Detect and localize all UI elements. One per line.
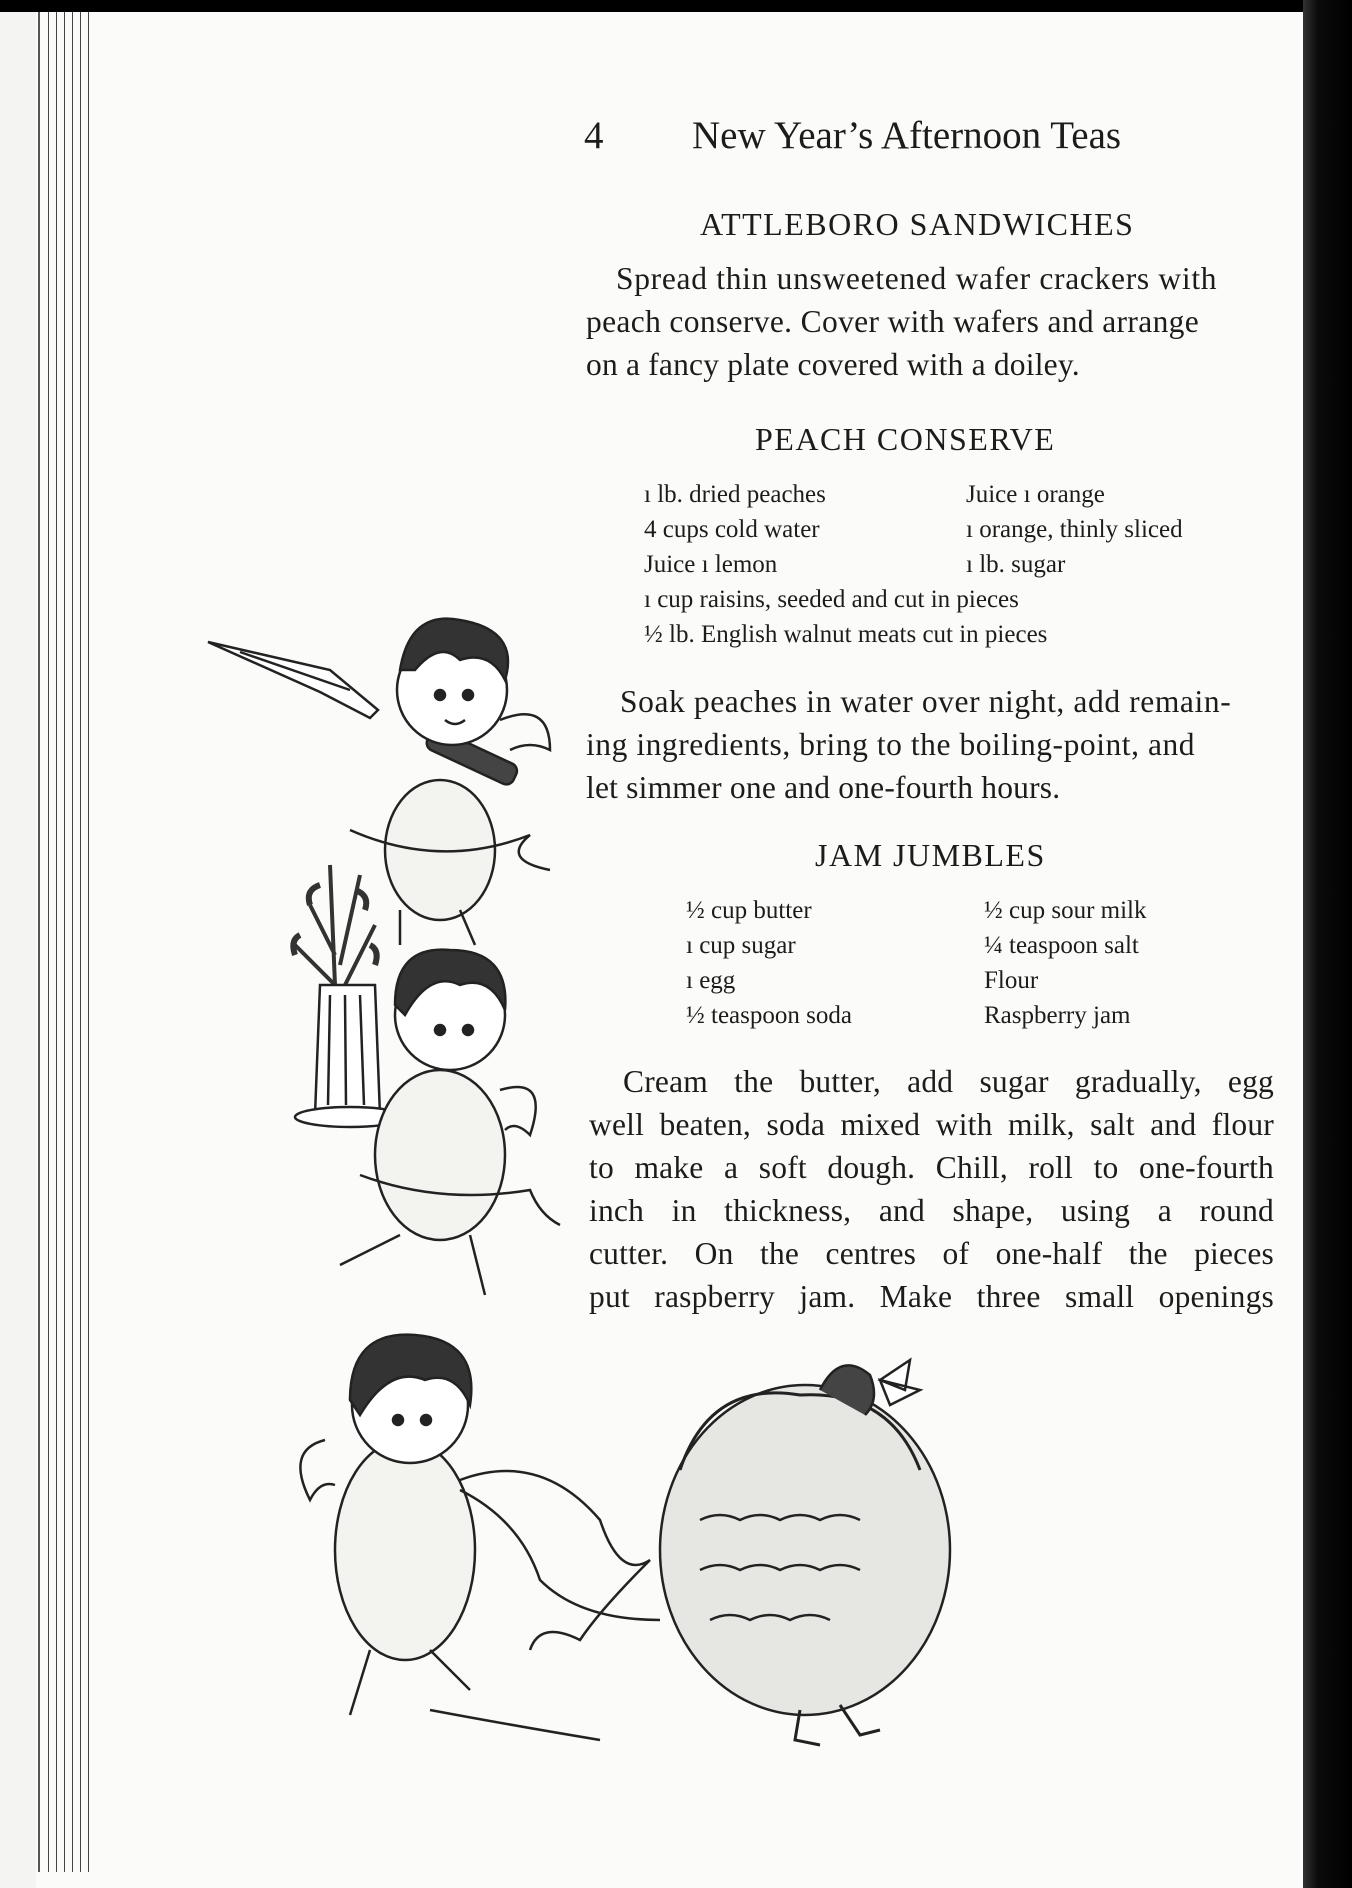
scan-left-margin [0, 0, 36, 1888]
ingredient-row [686, 963, 1246, 998]
conserve-method [586, 680, 1272, 809]
page-number: 4 [584, 114, 604, 157]
sandwiches-line: on a fancy plate covered with a doiley. [586, 347, 1080, 382]
method-line: Cream the butter, add sugar gradually, egg [623, 1064, 1274, 1099]
sandwiches-line: peach conserve. Cover with wafers and arrange [586, 304, 1200, 339]
ingredient: ½ cup sour milk [984, 897, 1147, 924]
sandwiches-line: Spread thin unsweetened wafer crackers with [616, 261, 1218, 296]
sandwiches-text [586, 257, 1272, 386]
ingredient-row [644, 512, 1244, 547]
ingredient: ı egg [686, 967, 736, 994]
ingredient: Raspberry jam [984, 1002, 1131, 1029]
ingredient-row [644, 547, 1244, 582]
jumbles-method [589, 1060, 1274, 1318]
ingredient-row [686, 893, 1246, 928]
ingredient: Juice ı lemon [644, 551, 778, 578]
ingredient: ı orange, thinly sliced [966, 516, 1183, 543]
heading-jumbles: JAM JUMBLES [815, 837, 1046, 873]
method-line: to make a soft dough. Chill, roll to one-fourth [589, 1150, 1274, 1185]
method-line: let simmer one and one-fourth hours. [586, 770, 1061, 805]
method-line: ing ingredients, bring to the boiling-point, and [586, 727, 1196, 762]
heading-conserve: PEACH CONSERVE [755, 421, 1056, 457]
scan-top-border [0, 0, 1352, 12]
ingredient: ½ lb. English walnut meats cut in pieces [644, 621, 1048, 648]
ingredient-row [686, 928, 1246, 963]
ingredient-row [644, 477, 1244, 512]
ingredient: 4 cups cold water [644, 516, 820, 543]
ingredient-row [686, 998, 1246, 1033]
page-edge-lines [38, 12, 98, 1872]
jumbles-ingredients [686, 893, 1246, 1033]
method-line: inch in thickness, and shape, using a round [589, 1193, 1274, 1228]
method-line: cutter. On the centres of one-half the pieces [589, 1236, 1274, 1271]
ingredient: Flour [984, 967, 1039, 994]
ingredient: ı cup sugar [686, 932, 796, 959]
cherub-leading-turkey-illustration [280, 1320, 980, 1760]
ingredient: ı lb. sugar [966, 551, 1066, 578]
heading-sandwiches: ATTLEBORO SANDWICHES [700, 206, 1135, 242]
ingredient: ı cup raisins, seeded and cut in pieces [644, 586, 1019, 613]
method-line: Soak peaches in water over night, add remain- [620, 684, 1232, 719]
running-title: New Year’s Afternoon Teas [692, 114, 1122, 157]
ingredient: Juice ı orange [966, 481, 1105, 508]
ingredient: ı lb. dried peaches [644, 481, 826, 508]
ingredient-row [644, 582, 1244, 617]
scan-right-border [1303, 0, 1352, 1888]
conserve-ingredients [644, 477, 1244, 652]
method-line: put raspberry jam. Make three small openings [589, 1279, 1274, 1314]
cherub-with-vase-illustration [280, 845, 600, 1305]
ingredient: ¼ teaspoon salt [984, 932, 1139, 959]
ingredient-row [644, 617, 1244, 652]
ingredient: ½ cup butter [686, 897, 812, 924]
method-line: well beaten, soda mixed with milk, salt and flour [589, 1107, 1274, 1142]
ingredient: ½ teaspoon soda [686, 1002, 852, 1029]
